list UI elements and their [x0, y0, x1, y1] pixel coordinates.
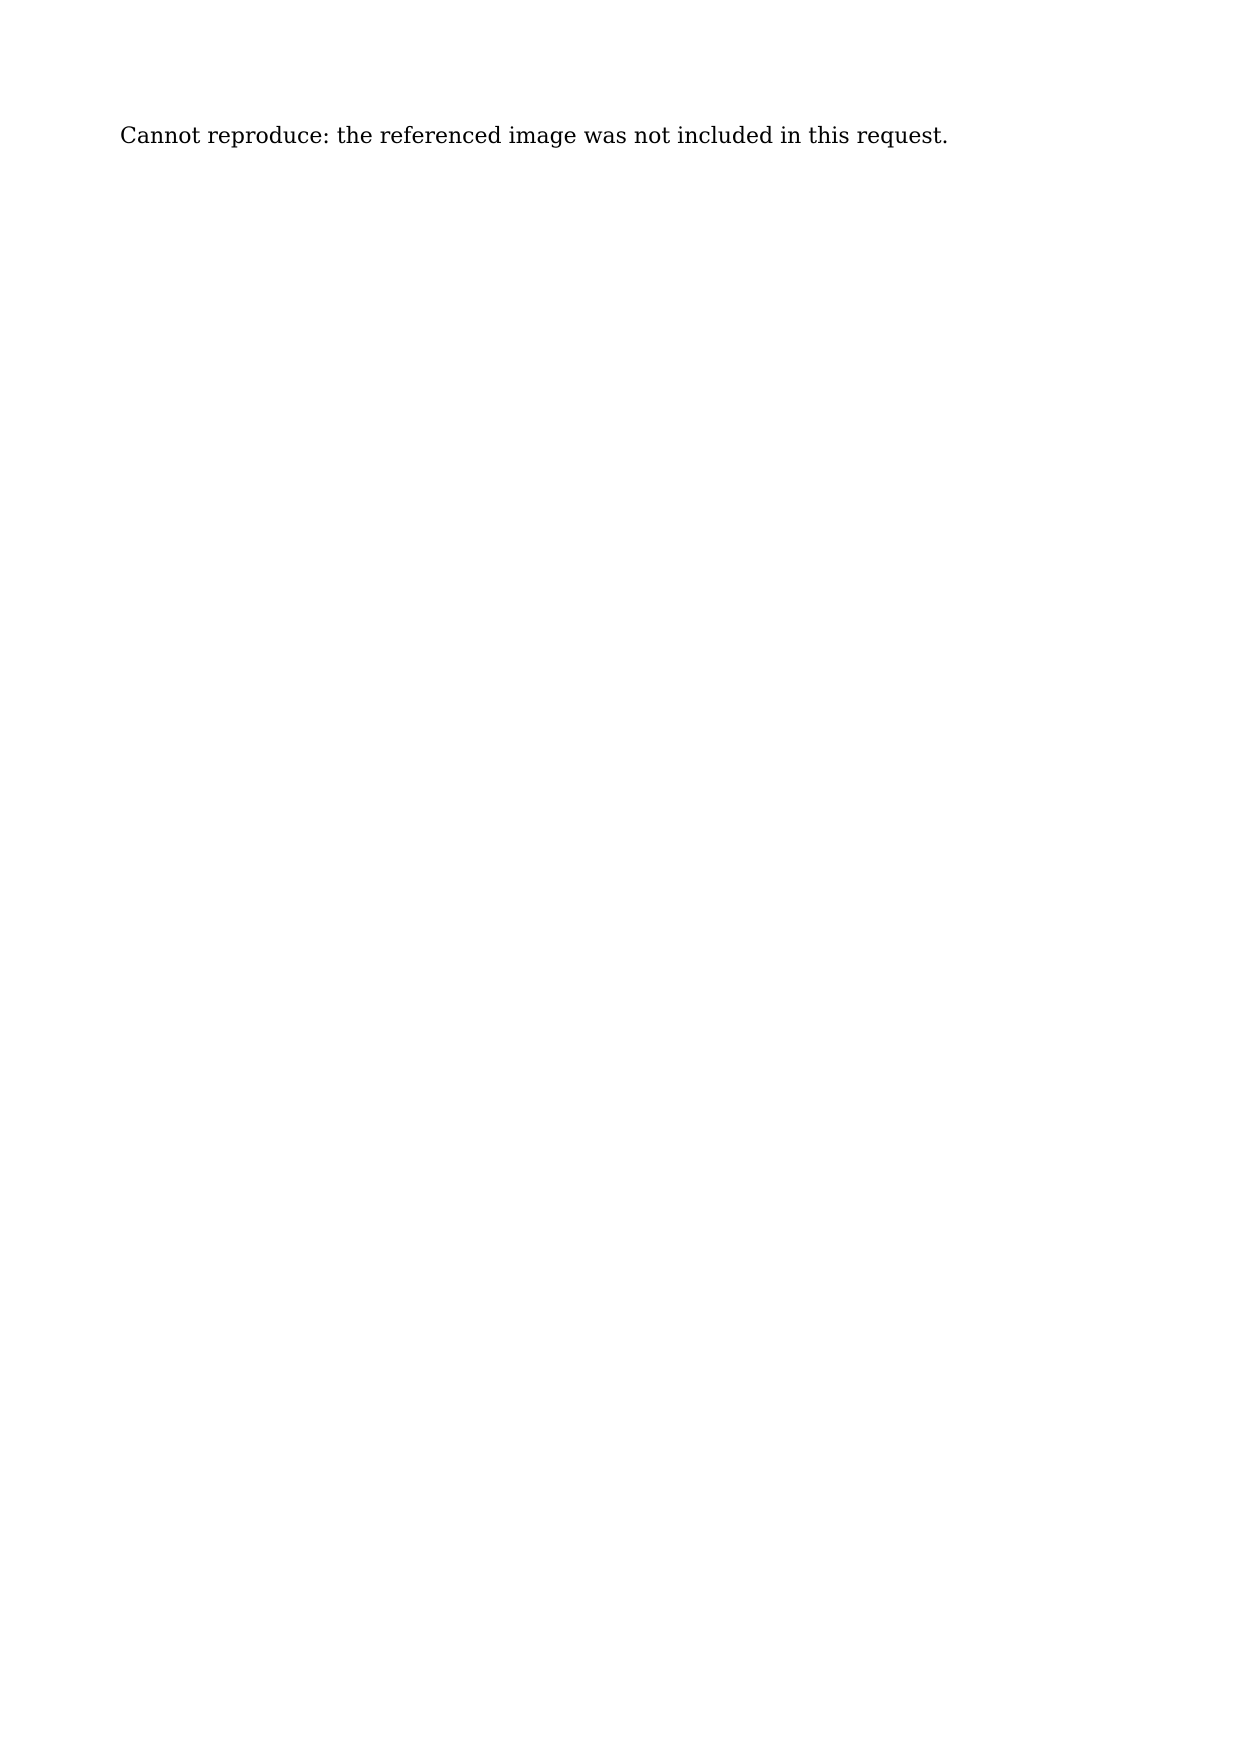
- notice-text: Cannot reproduce: the referenced image was not included in this request.: [120, 124, 949, 149]
